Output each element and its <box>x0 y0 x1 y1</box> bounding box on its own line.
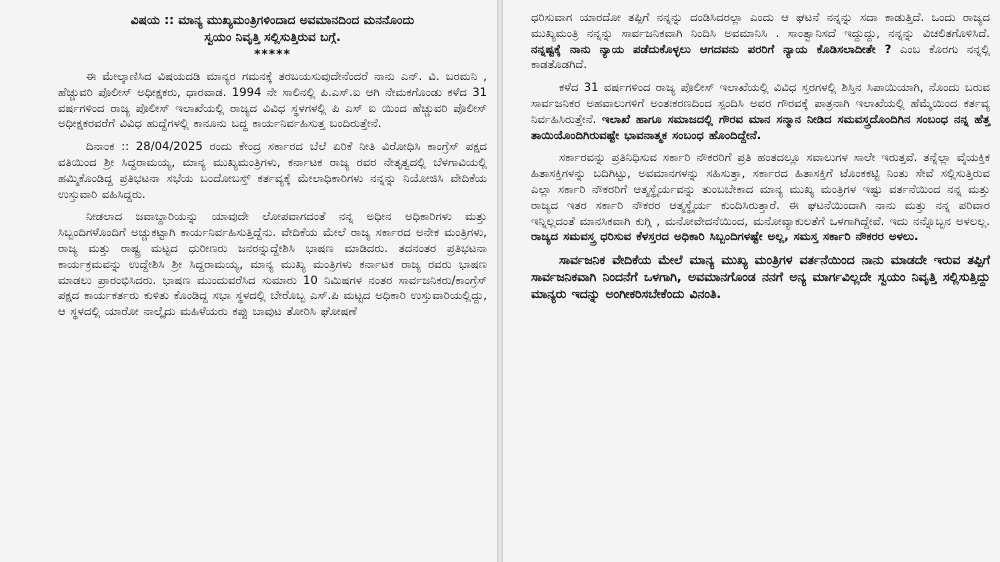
right-para-2-bold: ಇಲಾಖೆ ಹಾಗೂ ಸಮಾಜದಲ್ಲಿ ಗೌರವ ಮಾನ ಸನ್ಮಾನ ನೀಡಿದ ಸಮವಸ್ತ್ರದೊಂದಿಗಿನ ಸಂಬಂಧ ನನ್ನ ಹೆತ್ತ ತಾಯಿಯೊಂದಿಗಿರುವಷ್ಟೇ ಭಾವನಾತ್ಮಕ ಸಂಬಂಧ ಹೊಂದಿದ್ದೇನೆ. <box>531 111 991 142</box>
subject-line-1: ವಿಷಯ :: ಮಾನ್ಯ ಮುಖ್ಯಮಂತ್ರಿಗಳಿಂದಾದ ಅವಮಾನದಿಂದ ಮನನೊಂದು <box>130 13 415 27</box>
right-paragraph-4: ಸಾರ್ವಜನಿಕ ವೇದಿಕೆಯ ಮೇಲೆ ಮಾನ್ಯ ಮುಖ್ಯ ಮಂತ್ರಿಗಳ ವರ್ತನೆಯಿಂದ ನಾನು ಮಾಡದೇ ಇರುವ ತಪ್ಪಿಗೆ ಸಾರ್ವಜನಿಕವಾಗಿ ನಿಂದನೆಗೆ ಒಳಗಾಗಿ, ಅವಮಾನಗೊಂಡ ನನಗೆ ಅನ್ಯ ಮಾರ್ಗವಿಲ್ಲದೇ ಸ್ವಯಂ ನಿವೃತ್ತಿ ಸಲ್ಲಿಸುತ್ತಿದ್ದು ಮಾನ್ಯರು ಇದನ್ನು ಅಂಗೀಕರಿಸಬೇಕೆಂದು ವಿನಂತಿ. <box>531 252 990 301</box>
left-paragraph-1: ಈ ಮೇಲ್ಕಾಣಿಸಿದ ವಿಷಯದಡಿ ಮಾನ್ಯರ ಗಮನಕ್ಕೆ ತರಬಯಸುವುದೇನೆಂದರೆ ನಾನು ಎನ್. ವಿ. ಬರಮನಿ , ಹೆಚ್ಚುವರಿ ಪೊಲೀಸ್ ಅಧೀಕ್ಷಕರು, ಧಾರವಾಡ. 1994 ನೇ ಸಾಲಿನಲ್ಲಿ ಪಿ.ಎಸ್.ಐ ಆಗಿ ನೇಮಕಗೊಂಡು ಕಳೆದ 31 ವರ್ಷಗಳಿಂದ ರಾಜ್ಯ ಪೊಲೀಸ್ ಇಲಾಖೆಯಲ್ಲಿ ರಾಜ್ಯದ ವಿವಿಧ ಸ್ಥಳಗಳಲ್ಲಿ ಪಿ ಎಸ್ ಐ ಯಿಂದ ಹೆಚ್ಚುವರಿ ಪೊಲೀಸ್ ಅಧೀಕ್ಷಕರವರೆಗೆ ವಿವಿಧ ಹುದ್ದೆಗಳಲ್ಲಿ ಕಾನೂನು ಬದ್ಧ ಕಾರ್ಯನಿರ್ವಹಿಸುತ್ತ ಬಂದಿರುತ್ತೇನೆ. <box>58 69 487 131</box>
right-page <box>503 0 1000 562</box>
right-paragraph-3 <box>531 150 990 245</box>
right-para-3-text: ಸರ್ಕಾರವನ್ನು ಪ್ರತಿನಿಧಿಸುವ ಸರ್ಕಾರಿ ನೌಕರರಿಗೆ ಪ್ರತಿ ಹಂತದಲ್ಲೂ ಸವಾಲುಗಳ ಸಾಲೇ ಇರುತ್ತವೆ. ತನ್ನೆಲ್ಲಾ ವೈಯಕ್ತಿಕ ಹಿತಾಸಕ್ತಿಗಳನ್ನು ಬದಿಗಿಟ್ಟು, ಅವಮಾನಗಳನ್ನು ಸಹಿಸುತ್ತಾ, ಸರ್ಕಾರದ ಹಿತಾಸಕ್ತಿಗೆ ಟೊಂಕಕಟ್ಟಿ ನಿಂತು ಸೇವೆ ಸಲ್ಲಿಸುತ್ತಿರುವ ಎಲ್ಲಾ ಸರ್ಕಾರಿ ನೌಕರರಿಗೆ ಆತ್ಮಸ್ಥೈರ್ಯವನ್ನು ತುಂಬಬೇಕಾದ ಮಾನ್ಯ ಮುಖ್ಯ ಮಂತ್ರಿಗಳ ಇಷ್ಟು ವರ್ತನೆಯಿಂದ ನನ್ನ ಮತ್ತು ರಾಜ್ಯದ ಇತರ ಸರ್ಕಾರಿ ನೌಕರರ ಆತ್ಮಸ್ಥೈರ್ಯ ಕುಂದಿಸಿರುತ್ತಾರೆ. ಈ ಘಟನೆಯಿಂದಾಗಿ ನಾನು ಮತ್ತು ನನ್ನ ಪರಿವಾರ ಇನ್ನಿಲ್ಲದಂತೆ ಮಾನಸಿಕವಾಗಿ ಕುಗ್ಗಿ , ಮನೋವೇದನೆಯಿಂದ, ಮನೋವ್ಯಾಕುಲತೆಗೆ ಒಳಗಾಗಿದ್ದೇವೆ. ಇದು ನನ್ನೊಬ್ಬನ ಅಳಲಲ್ಲ. <box>531 150 990 228</box>
subject-stars: ***** <box>254 47 291 61</box>
right-para-1-tail: ಎಂಬ ಕೊರಗು ನನ್ನಲ್ಲಿ ಕಾಡತೊಡಗಿದೆ. <box>531 41 990 72</box>
right-para-2-text: ಕಳೆದ 31 ವರ್ಷಗಳಿಂದ ರಾಜ್ಯ ಪೊಲೀಸ್ ಇಲಾಖೆಯಲ್ಲಿ ವಿವಿಧ ಸ್ತರಗಳಲ್ಲಿ ಶಿಸ್ತಿನ ಸಿಪಾಯಿಯಾಗಿ, ನೊಂದು ಬರುವ ಸಾರ್ವಜನಿಕರ ಅಹವಾಲುಗಳಿಗೆ ಅಂತಃಕರಣದಿಂದ ಸ್ಪಂದಿಸಿ ಅವರ ಗೌರವಕ್ಕೆ ಪಾತ್ರನಾಗಿ ಇಲಾಖೆಯಲ್ಲಿ ಹೆಮ್ಮೆಯಿಂದ ಕರ್ತವ್ಯ ನಿರ್ವಹಿಸಿರುತ್ತೇನೆ. <box>531 80 990 126</box>
left-paragraph-2: ದಿನಾಂಕ :: 28/04/2025 ರಂದು ಕೇಂದ್ರ ಸರ್ಕಾರದ ಬೆಲೆ ಏರಿಕೆ ನೀತಿ ವಿರೋಧಿಸಿ ಕಾಂಗ್ರೆಸ್ ಪಕ್ಷದ ವತಿಯಿಂದ ಶ್ರೀ ಸಿದ್ದರಾಮಯ್ಯ, ಮಾನ್ಯ ಮುಖ್ಯಮಂತ್ರಿಗಳು, ಕರ್ನಾಟಕ ರಾಜ್ಯ ರವರ ನೇತೃತ್ವದಲ್ಲಿ ಬೆಳಗಾವಿಯಲ್ಲಿ ಹಮ್ಮಿಕೊಂಡಿದ್ದ ಪ್ರತಿಭಟನಾ ಸಭೆಯ ಬಂದೋಬಸ್ತ್ ಕರ್ತವ್ಯಕ್ಕೆ ಮೇಲಾಧಿಕಾರಿಗಳು ನನ್ನನ್ನು ನಿಯೋಜಿಸಿ ವೇದಿಕೆಯ ಉಸ್ತುವಾರಿ ವಹಿಸಿದ್ದರು. <box>58 139 487 201</box>
left-page <box>0 0 497 562</box>
right-paragraph-2 <box>531 80 990 143</box>
right-para-1-bold: ನನ್ನಷ್ಟಕ್ಕೆ ನಾನು ನ್ಯಾಯ ಪಡೆದುಕೊಳ್ಳಲು ಆಗದವನು ಪರರಿಗೆ ನ್ಯಾಯ ಕೊಡಿಸಲಾದೀತೇ ? <box>531 41 892 56</box>
left-paragraph-3: ನೀಡಲಾದ ಜವಾಬ್ದಾರಿಯನ್ನು ಯಾವುದೇ ಲೋಪವಾಗದಂತೆ ನನ್ನ ಅಧೀನ ಅಧಿಕಾರಿಗಳು ಮತ್ತು ಸಿಬ್ಬಂದಿಗಳೊಂದಿಗೆ ಅಚ್ಚುಕಟ್ಟಾಗಿ ಕಾರ್ಯನಿರ್ವಹಿಸುತ್ತಿದ್ದೆನು. ವೇದಿಕೆಯ ಮೇಲೆ ರಾಜ್ಯ ಸರ್ಕಾರದ ಅನೇಕ ಮಂತ್ರಿಗಳು, ರಾಜ್ಯ ಮತ್ತು ರಾಷ್ಟ್ರ ಮಟ್ಟದ ಧುರೀಣರು ಜನರನ್ನುದ್ದೇಶಿಸಿ ಭಾಷಣ ಮಾಡಿದರು. ತದನಂತರ ಪ್ರತಿಭಟನಾ ಕಾರ್ಯಕ್ರಮವನ್ನು ಉದ್ದೇಶಿಸಿ ಶ್ರೀ ಸಿದ್ದರಾಮಯ್ಯ, ಮಾನ್ಯ ಮುಖ್ಯ ಮಂತ್ರಿಗಳು ಕರ್ನಾಟಕ ರಾಜ್ಯ ರವರು ಭಾಷಣ ಮಾಡಲು ಪ್ರಾರಂಭಿಸಿದರು. ಭಾಷಣ ಮುಂದುವರೆಸಿದ ಸುಮಾರು 10 ನಿಮಿಷಗಳ ನಂತರ ಸಾರ್ವಜನಿಕರು/ಕಾಂಗ್ರೆಸ್ ಪಕ್ಷದ ಕಾರ್ಯಕರ್ತರು ಕುಳಿತು ಕೊಂಡಿದ್ದ ಸಭಾ ಸ್ಥಳದಲ್ಲಿ ಬೇರೊಬ್ಬ ಎಸ್.ಪಿ ಮಟ್ಟದ ಅಧಿಕಾರಿ ಉಸ್ತುವಾರಿಯಲ್ಲಿದ್ದು, ಆ ಸ್ಥಳದಲ್ಲಿ ಯಾರೋ ನಾಲ್ಕೈದು ಮಹಿಳೆಯರು ಕಪ್ಪು ಬಾವುಟ ತೋರಿಸಿ ಘೋಷಣೆ <box>58 209 487 319</box>
subject-line-2: ಸ್ವಯಂ ನಿವೃತ್ತಿ ಸಲ್ಲಿಸುತ್ತಿರುವ ಬಗ್ಗೆ. <box>204 30 341 44</box>
subject-heading <box>58 12 487 63</box>
right-paragraph-1 <box>531 10 990 73</box>
right-para-3-bold: ರಾಜ್ಯದ ಸಮವಸ್ತ್ರ ಧರಿಸುವ ಕೆಳಸ್ತರದ ಅಧಿಕಾರಿ ಸಿಬ್ಬಂದಿಗಳಷ್ಟೇ ಅಲ್ಲ, ಸಮಸ್ತ ಸರ್ಕಾರಿ ನೌಕರರ ಅಳಲು. <box>531 229 919 244</box>
right-para-1-text: ಧರಿಸುವಾಗ ಯಾರದೋ ತಪ್ಪಿಗೆ ನನ್ನನ್ನು ದಂಡಿಸಿದರಲ್ಲಾ ಎಂದು ಆ ಘಟನೆ ನನ್ನನ್ನು ಸದಾ ಕಾಡುತ್ತಿದೆ. ಒಂದು ರಾಜ್ಯದ ಮುಖ್ಯಮಂತ್ರಿ ನನ್ನನ್ನು ಸಾರ್ವಜನಿಕವಾಗಿ ನಿಂದಿಸಿ ಅವಮಾನಿಸಿ . ಸಾಂತ್ವಾನಿಸದೆ ಇದ್ದುದ್ದು, ನನ್ನನ್ನು ವಿಚಲಿತಗೊಳಿಸಿದೆ. <box>531 10 990 40</box>
